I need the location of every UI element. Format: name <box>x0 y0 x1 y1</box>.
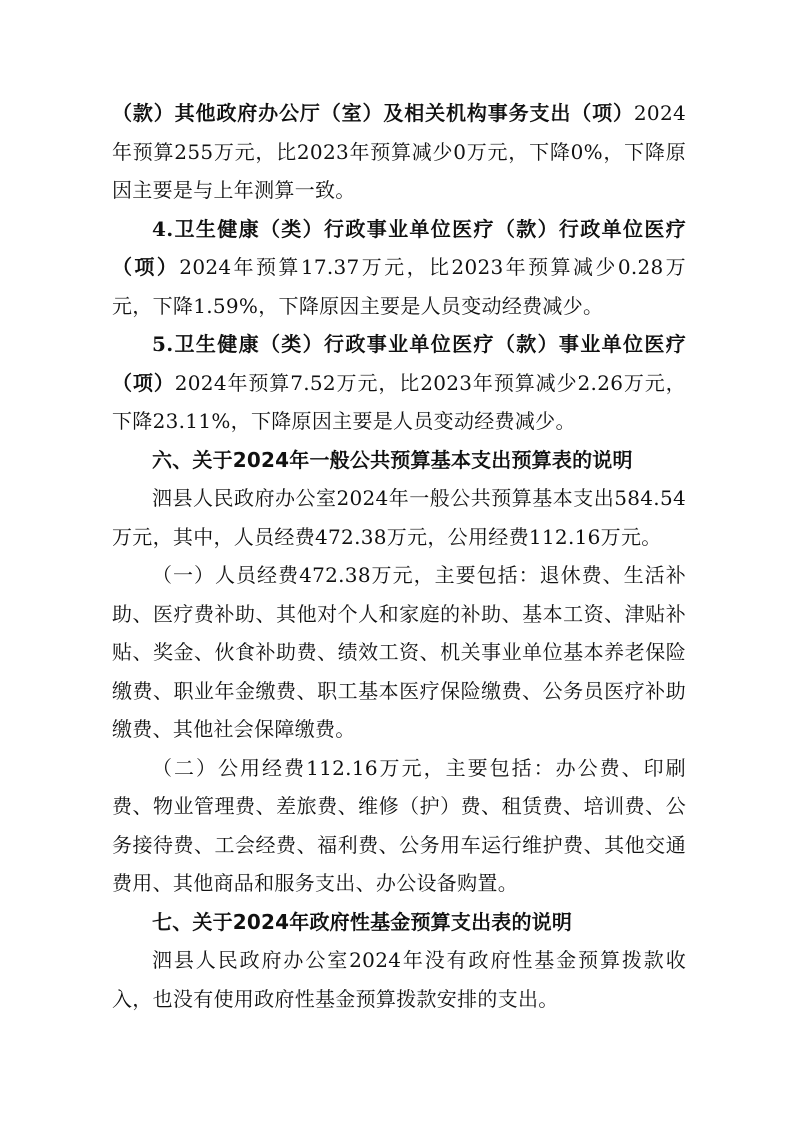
paragraph-item-title: 4.卫生健康（类）行政事业单位医疗（款）行政单位医疗（项） <box>112 216 686 279</box>
paragraph-basic-expenditure-summary: 泗县人民政府办公室2024年一般公共预算基本支出584.54万元，其中，人员经费472.38万元，公用经费112.16万元。 <box>112 486 686 549</box>
paragraph-public-expenses: （二）公用经费112.16万元，主要包括：办公费、印刷费、物业管理费、差旅费、维修（护）费、租赁费、培训费、公务接待费、工会经费、福利费、公务用车运行维护费、其他交通费用、其他商品和服务支出、办公设备购置。 <box>112 755 686 895</box>
paragraph-item-title: 5.卫生健康（类）行政事业单位医疗（款）事业单位医疗（项） <box>112 332 686 395</box>
paragraph-expenditure-item-office <box>112 94 686 210</box>
section-heading-6: 六、关于2024年一般公共预算基本支出预算表的说明 <box>152 447 633 472</box>
paragraph-item-title: （款）其他政府办公厅（室）及相关机构事务支出（项） <box>112 101 634 125</box>
paragraph-expenditure-item-institution-medical <box>112 325 686 441</box>
paragraph-item-body: 2024年预算255万元，比2023年预算减少0万元，下降0%，下降原因主要是与上年测算一致。 <box>112 101 686 202</box>
paragraph-item-body: 2024年预算17.37万元，比2023年预算减少0.28万元，下降1.59%，下降原因主要是人员变动经费减少。 <box>112 255 686 318</box>
paragraph-government-fund-statement: 泗县人民政府办公室2024年没有政府性基金预算拨款收入，也没有使用政府性基金预算拨款安排的支出。 <box>112 948 686 1011</box>
paragraph-item-body: 2024年预算7.52万元，比2023年预算减少2.26万元，下降23.11%，下降原因主要是人员变动经费减少。 <box>112 370 686 433</box>
paragraph-personnel-expenses: （一）人员经费472.38万元，主要包括：退休费、生活补助、医疗费补助、其他对个人和家庭的补助、基本工资、津贴补贴、奖金、伙食补助费、绩效工资、机关事业单位基本养老保险缴费、职业年金缴费、职工基本医疗保险缴费、公务员医疗补助缴费、其他社会保障缴费。 <box>112 563 686 741</box>
paragraph-expenditure-item-admin-medical <box>112 210 686 326</box>
section-heading-7: 七、关于2024年政府性基金预算支出表的说明 <box>152 909 573 934</box>
